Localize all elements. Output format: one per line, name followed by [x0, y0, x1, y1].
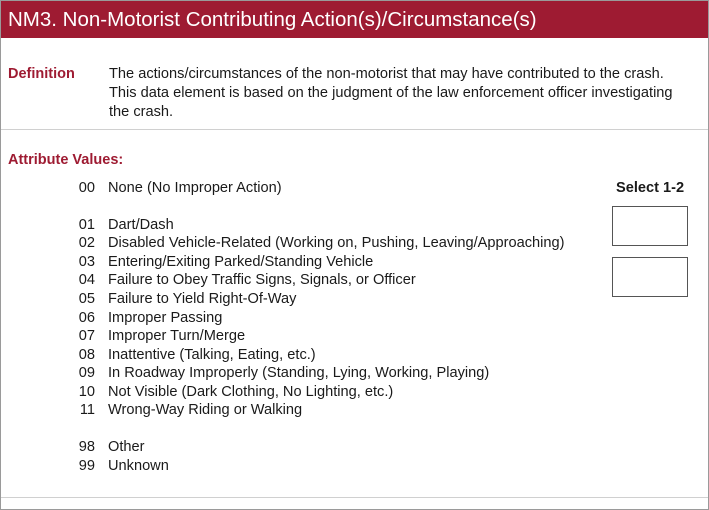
attribute-item: [60, 234, 564, 252]
attribute-description: Wrong-Way Riding or Walking: [108, 402, 303, 418]
attribute-description: Entering/Exiting Parked/Standing Vehicle: [108, 254, 374, 270]
attribute-description: Disabled Vehicle-Related (Working on, Pushing, Leaving/Approaching): [108, 235, 565, 251]
attribute-item: [60, 438, 145, 456]
attribute-code: 00: [78, 180, 95, 196]
bottom-divider: [1, 497, 708, 498]
attribute-code: 08: [78, 347, 95, 363]
attribute-item: [60, 290, 296, 308]
attribute-code: 04: [78, 272, 95, 288]
attribute-item: [60, 401, 302, 419]
attribute-description: Failure to Yield Right-Of-Way: [108, 291, 297, 307]
attribute-item: [60, 346, 316, 364]
attribute-description: Other: [108, 439, 145, 455]
attribute-code: 06: [78, 310, 95, 326]
attribute-description: Not Visible (Dark Clothing, No Lighting, etc.): [108, 384, 394, 400]
attribute-description: Failure to Obey Traffic Signs, Signals, or Officer: [108, 272, 416, 288]
section-divider: [1, 129, 708, 130]
attribute-item: [60, 457, 169, 475]
attribute-code: 11: [79, 402, 95, 418]
attribute-values-label: Attribute Values:: [8, 152, 124, 168]
attribute-item: [60, 383, 393, 401]
attribute-item: [60, 309, 222, 327]
attribute-code: 10: [78, 384, 95, 400]
attribute-description: Improper Turn/Merge: [108, 328, 246, 344]
page-title: NM3. Non-Motorist Contributing Action(s)/Circumstance(s): [1, 1, 708, 38]
attribute-description: Unknown: [108, 458, 169, 474]
attribute-description: None (No Improper Action): [108, 180, 282, 196]
attribute-item: [60, 253, 373, 271]
attribute-item: [60, 364, 489, 382]
attribute-description: Improper Passing: [108, 310, 223, 326]
definition-label: Definition: [8, 66, 75, 82]
attribute-code: 01: [78, 217, 95, 233]
attribute-description: Dart/Dash: [108, 217, 174, 233]
attribute-code: 02: [78, 235, 95, 251]
attribute-item: [60, 216, 174, 234]
attribute-code: 07: [78, 328, 95, 344]
definition-text: The actions/circumstances of the non-motorist that may have contributed to the crash. This data element is based on the judgment of the law enforcement officer investigating the crash.: [109, 66, 673, 120]
attribute-item: [60, 327, 245, 345]
attribute-description: Inattentive (Talking, Eating, etc.): [108, 347, 316, 363]
attribute-code: 05: [78, 291, 95, 307]
attribute-code: 99: [78, 458, 95, 474]
selection-box-1[interactable]: [612, 206, 688, 246]
attribute-code: 03: [78, 254, 95, 270]
attribute-code: 09: [78, 365, 95, 381]
select-count-label: Select 1-2: [616, 180, 685, 196]
attribute-item: [60, 271, 416, 289]
attribute-code: 98: [78, 439, 95, 455]
attribute-description: In Roadway Improperly (Standing, Lying, Working, Playing): [108, 365, 490, 381]
selection-box-2[interactable]: [612, 257, 688, 297]
attribute-item: [60, 179, 282, 197]
